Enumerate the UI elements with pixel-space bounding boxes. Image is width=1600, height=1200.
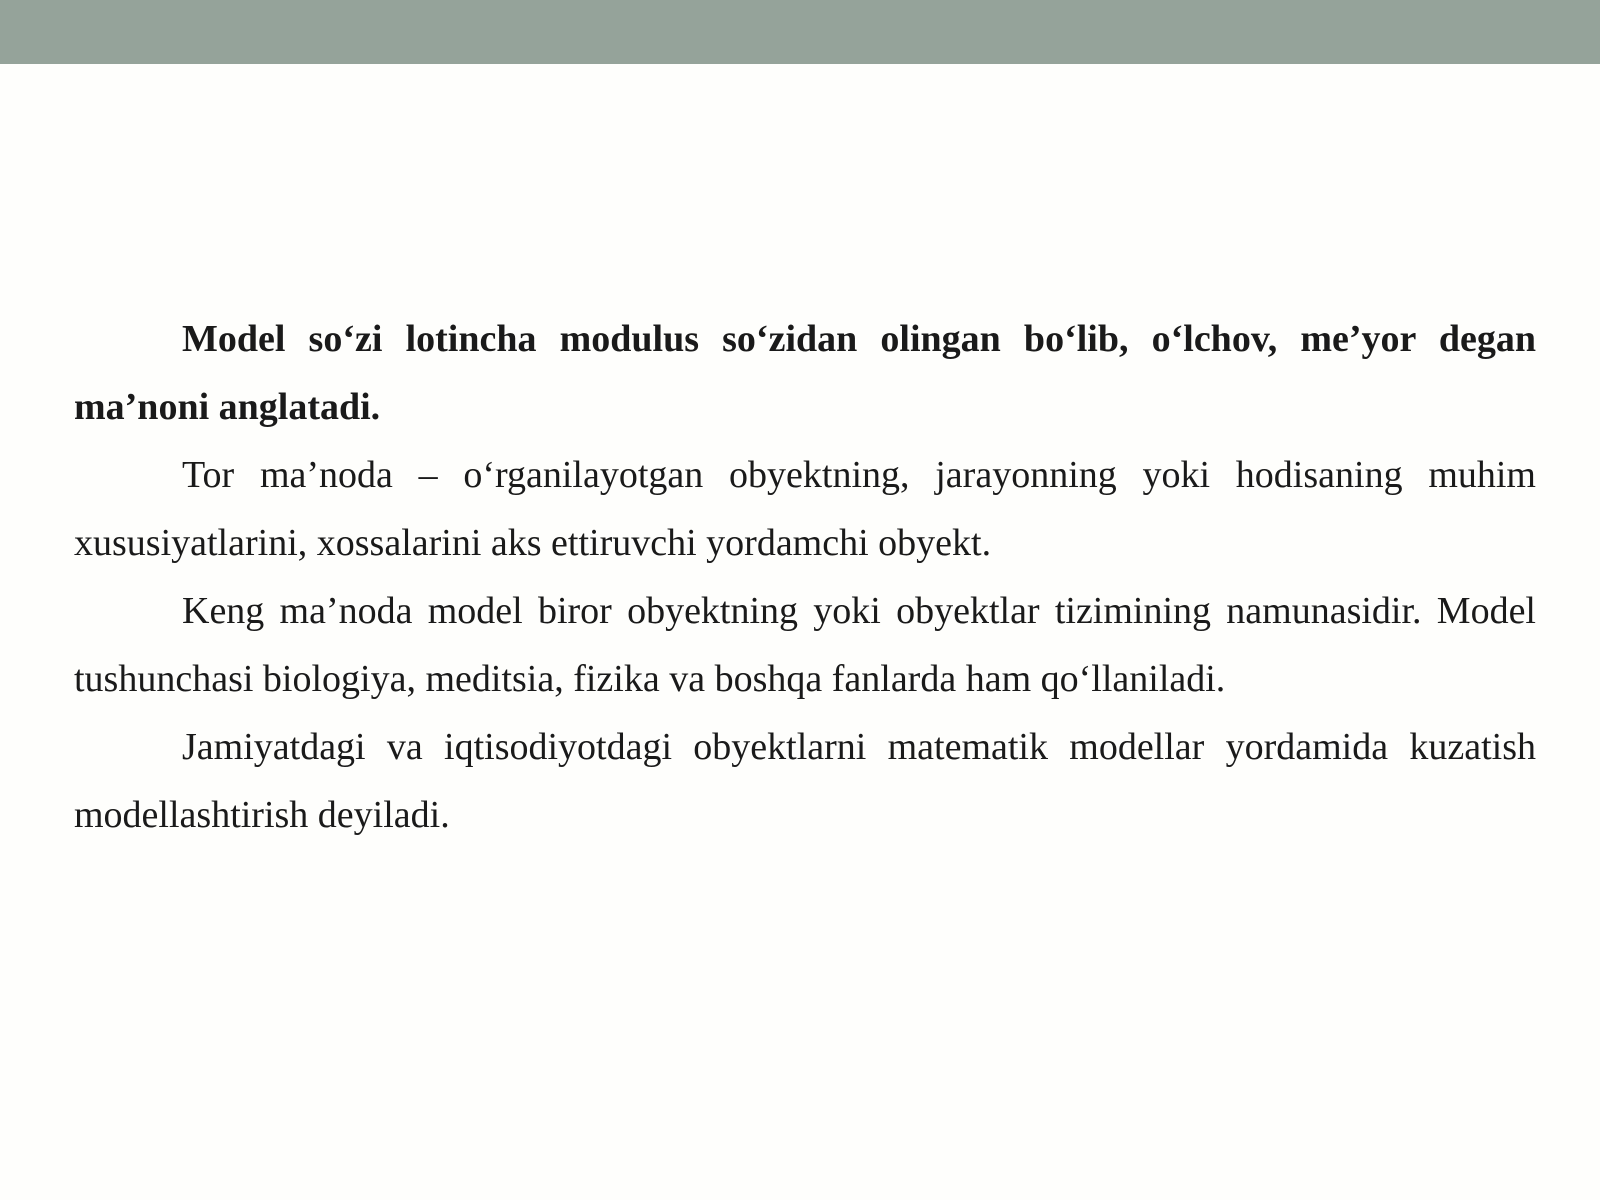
slide-body-text bbox=[74, 305, 1536, 849]
paragraph-narrow-meaning: Tor ma’noda – o‘rganilayotgan obyektning, jarayonning yoki hodisaning muhim xususiyatlarini, xossalarini aks ettiruvchi yordamchi obyekt. bbox=[74, 454, 1536, 564]
paragraph-modeling: Jamiyatdagi va iqtisodiyotdagi obyektlarni matematik modellar yordamida kuzatish modellashtirish deyiladi. bbox=[74, 726, 1536, 836]
slide-header-bar bbox=[0, 0, 1600, 64]
paragraph-definition: Model so‘zi lotincha modulus so‘zidan olingan bo‘lib, o‘lchov, me’yor degan ma’noni anglatadi. bbox=[74, 318, 1536, 428]
paragraph-broad-meaning: Keng ma’noda model biror obyektning yoki obyektlar tizimining namunasidir. Model tushunchasi biologiya, meditsia, fizika va boshqa fanlarda ham qo‘llaniladi. bbox=[74, 590, 1536, 700]
